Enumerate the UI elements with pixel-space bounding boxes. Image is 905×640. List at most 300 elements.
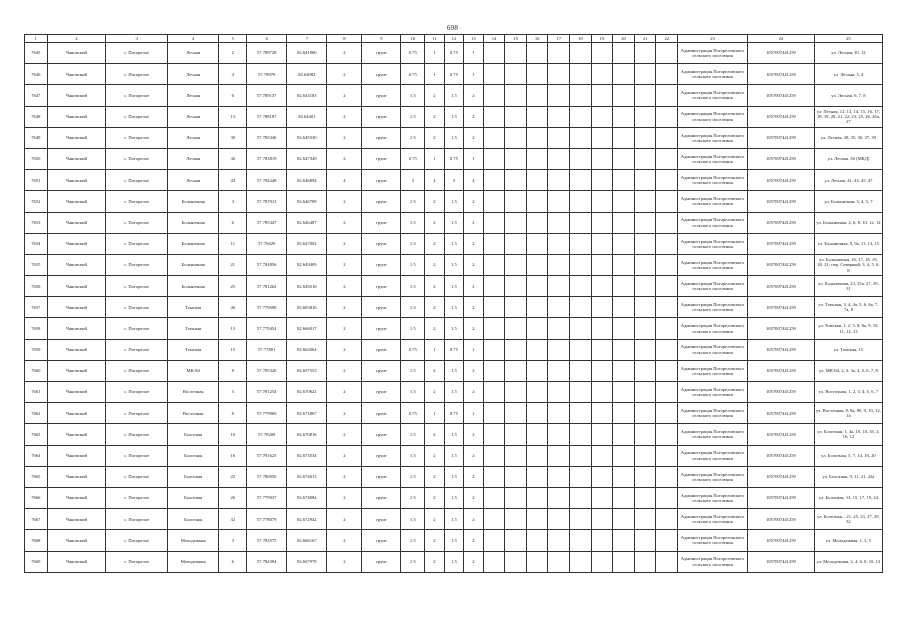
value-cell: 2: [425, 487, 445, 508]
value-cell: 1.5: [401, 466, 425, 487]
value-cell: 1: [464, 64, 484, 85]
village-cell: с. Погорелое: [106, 487, 168, 508]
empty-cell: [483, 403, 505, 424]
village-cell: с. Погорелое: [106, 403, 168, 424]
surface-cell: грунт: [362, 382, 401, 403]
empty-cell: [483, 551, 505, 572]
administration-cell: Администрация Погореловского сельского поселения: [678, 64, 748, 85]
value-cell: 1.5: [401, 233, 425, 254]
value-cell: 1: [464, 148, 484, 169]
value-cell: 1.5: [444, 445, 464, 466]
value-cell: 2: [425, 85, 445, 106]
ogrn-code-cell: 1057007441259: [747, 530, 814, 551]
empty-cell: [526, 360, 548, 381]
empty-cell: [483, 233, 505, 254]
empty-cell: [613, 360, 635, 381]
village-cell: с. Погорелое: [106, 170, 168, 191]
column-number-23: 23: [678, 35, 748, 43]
value-cell: 0.75: [401, 64, 425, 85]
count-cell: 2: [327, 487, 362, 508]
address-cell: ул. Лесная, 28, 35, 36, 37, 39: [814, 127, 882, 148]
empty-cell: [634, 318, 656, 339]
value-cell: 1.5: [401, 487, 425, 508]
surface-cell: грунт: [362, 509, 401, 530]
house-number-cell: 21: [219, 254, 247, 275]
table-row: [25, 85, 883, 106]
value-cell: 0.75: [444, 43, 464, 64]
village-cell: с. Погорелое: [106, 85, 168, 106]
latitude-cell: 57.779937: [247, 487, 287, 508]
surface-cell: грунт: [362, 530, 401, 551]
village-cell: с. Погорелое: [106, 127, 168, 148]
surface-cell: грунт: [362, 360, 401, 381]
value-cell: 1: [425, 43, 445, 64]
value-cell: 2: [425, 106, 445, 127]
value-cell: 1.5: [401, 106, 425, 127]
value-cell: 0.75: [401, 43, 425, 64]
empty-cell: [591, 43, 613, 64]
value-cell: 1.5: [444, 530, 464, 551]
house-number-cell: 32: [219, 509, 247, 530]
value-cell: 2: [425, 382, 445, 403]
table-row: [25, 127, 883, 148]
district-cell: Чановский: [47, 509, 106, 530]
empty-cell: [505, 318, 527, 339]
empty-cell: [613, 43, 635, 64]
ogrn-code-cell: 1057007441259: [747, 276, 814, 297]
value-cell: 2: [425, 509, 445, 530]
empty-cell: [656, 445, 678, 466]
address-cell: ул. Больничная, 2, 6, 8, 10, 12, 14: [814, 212, 882, 233]
empty-cell: [656, 339, 678, 360]
empty-cell: [634, 191, 656, 212]
empty-cell: [483, 106, 505, 127]
empty-cell: [505, 339, 527, 360]
value-cell: 2: [464, 254, 484, 275]
empty-cell: [634, 127, 656, 148]
empty-cell: [591, 339, 613, 360]
administration-cell: Администрация Погореловского сельского поселения: [678, 509, 748, 530]
column-number-22: 22: [656, 35, 678, 43]
empty-cell: [526, 424, 548, 445]
house-number-cell: 26: [219, 487, 247, 508]
street-cell: Больничная: [167, 254, 218, 275]
value-cell: 2: [425, 254, 445, 275]
empty-cell: [505, 170, 527, 191]
empty-cell: [548, 233, 570, 254]
latitude-cell: 57.778079: [247, 509, 287, 530]
address-cell: ул. Томская, 1, 2, 3, 8, 8а, 9, 10, 11, 12, 13: [814, 318, 882, 339]
street-cell: Лесная: [167, 85, 218, 106]
empty-cell: [570, 43, 592, 64]
empty-cell: [526, 148, 548, 169]
village-cell: с. Погорелое: [106, 148, 168, 169]
street-cell: Болотная: [167, 487, 218, 508]
empty-cell: [591, 233, 613, 254]
empty-cell: [591, 297, 613, 318]
empty-cell: [548, 509, 570, 530]
value-cell: 1.5: [401, 254, 425, 275]
empty-cell: [570, 530, 592, 551]
value-cell: 0.75: [401, 403, 425, 424]
latitude-cell: 57.784856: [247, 254, 287, 275]
district-cell: Чановский: [47, 318, 106, 339]
table-row: [25, 254, 883, 275]
value-cell: 0.75: [401, 339, 425, 360]
empty-cell: [656, 191, 678, 212]
value-cell: 1.5: [444, 127, 464, 148]
column-number-2: 2: [47, 35, 106, 43]
ogrn-code-cell: 1057007441259: [747, 127, 814, 148]
surface-cell: грунт: [362, 276, 401, 297]
empty-cell: [656, 530, 678, 551]
empty-cell: [613, 403, 635, 424]
village-cell: с. Погорелое: [106, 276, 168, 297]
longitude-cell: 82.670816: [287, 424, 327, 445]
row-number-cell: 7667: [25, 509, 48, 530]
administration-cell: Администрация Погореловского сельского поселения: [678, 106, 748, 127]
empty-cell: [634, 85, 656, 106]
empty-cell: [505, 297, 527, 318]
administration-cell: Администрация Погореловского сельского поселения: [678, 487, 748, 508]
ogrn-code-cell: 1057007441259: [747, 466, 814, 487]
column-number-14: 14: [483, 35, 505, 43]
row-number-cell: 7663: [25, 424, 48, 445]
district-cell: Чановский: [47, 106, 106, 127]
empty-cell: [613, 339, 635, 360]
empty-cell: [548, 254, 570, 275]
empty-cell: [570, 339, 592, 360]
value-cell: 2: [464, 127, 484, 148]
street-cell: Болотная: [167, 424, 218, 445]
row-number-cell: 7646: [25, 64, 48, 85]
empty-cell: [505, 424, 527, 445]
empty-cell: [591, 106, 613, 127]
value-cell: 1.5: [444, 254, 464, 275]
row-number-cell: 7648: [25, 106, 48, 127]
district-cell: Чановский: [47, 276, 106, 297]
ogrn-code-cell: 1057007441259: [747, 339, 814, 360]
latitude-cell: 57.781254: [247, 382, 287, 403]
column-number-11: 11: [425, 35, 445, 43]
empty-cell: [505, 106, 527, 127]
empty-cell: [570, 106, 592, 127]
row-number-cell: 7647: [25, 85, 48, 106]
empty-cell: [656, 466, 678, 487]
ogrn-code-cell: 1057007441259: [747, 212, 814, 233]
empty-cell: [634, 551, 656, 572]
empty-cell: [570, 382, 592, 403]
table-row: [25, 339, 883, 360]
value-cell: 2: [464, 85, 484, 106]
house-number-cell: 4: [219, 64, 247, 85]
street-cell: Больничная: [167, 191, 218, 212]
empty-cell: [483, 85, 505, 106]
empty-cell: [548, 148, 570, 169]
column-number-12: 12: [444, 35, 464, 43]
district-cell: Чановский: [47, 424, 106, 445]
column-number-13: 13: [464, 35, 484, 43]
value-cell: 2: [425, 233, 445, 254]
count-cell: 2: [327, 403, 362, 424]
empty-cell: [483, 127, 505, 148]
longitude-cell: 82.666017: [287, 318, 327, 339]
empty-cell: [634, 445, 656, 466]
empty-cell: [570, 85, 592, 106]
longitude-cell: 82.64401: [287, 106, 327, 127]
value-cell: 2: [464, 318, 484, 339]
administration-cell: Администрация Погореловского сельского поселения: [678, 127, 748, 148]
value-cell: 1.5: [444, 466, 464, 487]
ogrn-code-cell: 1057007441259: [747, 170, 814, 191]
count-cell: 2: [327, 276, 362, 297]
district-cell: Чановский: [47, 148, 106, 169]
empty-cell: [570, 403, 592, 424]
value-cell: 3: [401, 170, 425, 191]
empty-cell: [483, 254, 505, 275]
count-cell: 2: [327, 445, 362, 466]
latitude-cell: 57.789137: [247, 85, 287, 106]
empty-cell: [613, 382, 635, 403]
house-number-cell: 13: [219, 106, 247, 127]
column-number-15: 15: [505, 35, 527, 43]
surface-cell: грунт: [362, 318, 401, 339]
latitude-cell: 57.788187: [247, 106, 287, 127]
value-cell: 2: [464, 191, 484, 212]
empty-cell: [570, 424, 592, 445]
empty-cell: [548, 212, 570, 233]
value-cell: 1.5: [444, 106, 464, 127]
empty-cell: [570, 487, 592, 508]
empty-cell: [483, 148, 505, 169]
column-number-17: 17: [548, 35, 570, 43]
empty-cell: [634, 233, 656, 254]
count-cell: 2: [327, 297, 362, 318]
value-cell: 1.5: [444, 233, 464, 254]
value-cell: 2: [464, 445, 484, 466]
surface-cell: грунт: [362, 191, 401, 212]
value-cell: 1: [425, 148, 445, 169]
row-number-cell: 7652: [25, 191, 48, 212]
value-cell: 1.5: [401, 424, 425, 445]
empty-cell: [656, 487, 678, 508]
house-number-cell: 30: [219, 127, 247, 148]
empty-cell: [613, 445, 635, 466]
address-cell: ул. Больничная, 9, 9а, 11, 13, 15: [814, 233, 882, 254]
latitude-cell: 57.783819: [247, 148, 287, 169]
house-number-cell: 8: [219, 360, 247, 381]
ogrn-code-cell: 1057007441259: [747, 424, 814, 445]
count-cell: 2: [327, 212, 362, 233]
empty-cell: [526, 43, 548, 64]
empty-cell: [526, 276, 548, 297]
administration-cell: Администрация Погореловского сельского поселения: [678, 445, 748, 466]
empty-cell: [548, 424, 570, 445]
latitude-cell: 57.784248: [247, 170, 287, 191]
address-cell: ул. Больничная, 23, 25а, 27, 29, 31: [814, 276, 882, 297]
address-cell: ул. Лесная, 36 (МКД): [814, 148, 882, 169]
table-row: [25, 106, 883, 127]
row-number-cell: 7649: [25, 127, 48, 148]
empty-cell: [548, 43, 570, 64]
surface-cell: грунт: [362, 85, 401, 106]
longitude-cell: 82.645530: [287, 127, 327, 148]
column-number-9: 9: [362, 35, 401, 43]
empty-cell: [634, 254, 656, 275]
empty-cell: [548, 382, 570, 403]
empty-cell: [591, 487, 613, 508]
table-row: [25, 233, 883, 254]
administration-cell: Администрация Погореловского сельского поселения: [678, 297, 748, 318]
district-cell: Чановский: [47, 170, 106, 191]
table-row: [25, 487, 883, 508]
house-number-cell: 22: [219, 466, 247, 487]
empty-cell: [613, 148, 635, 169]
street-cell: Больничная: [167, 276, 218, 297]
street-cell: МК-84: [167, 360, 218, 381]
empty-cell: [634, 382, 656, 403]
empty-cell: [570, 254, 592, 275]
empty-cell: [505, 127, 527, 148]
empty-cell: [526, 509, 548, 530]
house-number-cell: 3: [219, 382, 247, 403]
empty-cell: [526, 170, 548, 191]
row-number-cell: 7668: [25, 530, 48, 551]
count-cell: 2: [327, 318, 362, 339]
house-number-cell: 6: [219, 551, 247, 572]
empty-cell: [548, 297, 570, 318]
table-row: [25, 360, 883, 381]
address-cell: ул. Молодежная, 1, 3, 5: [814, 530, 882, 551]
empty-cell: [505, 64, 527, 85]
house-number-cell: 10: [219, 424, 247, 445]
empty-cell: [634, 43, 656, 64]
row-number-cell: 7659: [25, 339, 48, 360]
street-cell: Лесная: [167, 148, 218, 169]
value-cell: 2: [425, 466, 445, 487]
empty-cell: [483, 466, 505, 487]
empty-cell: [591, 254, 613, 275]
table-row: [25, 297, 883, 318]
empty-cell: [526, 551, 548, 572]
count-cell: 2: [327, 64, 362, 85]
empty-cell: [656, 424, 678, 445]
village-cell: с. Погорелое: [106, 382, 168, 403]
district-cell: Чановский: [47, 466, 106, 487]
empty-cell: [548, 85, 570, 106]
empty-cell: [505, 191, 527, 212]
empty-cell: [548, 276, 570, 297]
empty-cell: [656, 403, 678, 424]
empty-cell: [656, 212, 678, 233]
address-cell: ул. Лесная, 41, 43, 45, 47: [814, 170, 882, 191]
empty-cell: [570, 148, 592, 169]
address-cell: ул. Молодежная, 2, 4, 6, 8, 10, 12: [814, 551, 882, 572]
empty-cell: [591, 445, 613, 466]
district-cell: Чановский: [47, 233, 106, 254]
empty-cell: [483, 276, 505, 297]
value-cell: 2: [425, 445, 445, 466]
longitude-cell: 82.64082: [287, 64, 327, 85]
value-cell: 0.75: [444, 403, 464, 424]
empty-cell: [505, 403, 527, 424]
empty-cell: [613, 191, 635, 212]
ogrn-code-cell: 1057007441259: [747, 360, 814, 381]
empty-cell: [483, 382, 505, 403]
column-number-19: 19: [591, 35, 613, 43]
table-row: [25, 551, 883, 572]
empty-cell: [548, 191, 570, 212]
empty-cell: [591, 212, 613, 233]
empty-cell: [634, 170, 656, 191]
empty-cell: [634, 64, 656, 85]
empty-cell: [591, 382, 613, 403]
empty-cell: [656, 297, 678, 318]
value-cell: 0.75: [401, 148, 425, 169]
empty-cell: [570, 276, 592, 297]
row-number-cell: 7653: [25, 212, 48, 233]
street-cell: Лесная: [167, 43, 218, 64]
village-cell: с. Погорелое: [106, 297, 168, 318]
address-cell: ул. Болотная, 9, 11, 21, 22а: [814, 466, 882, 487]
empty-cell: [483, 170, 505, 191]
address-cell: ул. Восточная, 8, 8а, 8б, 9, 10, 12, 14: [814, 403, 882, 424]
empty-cell: [526, 212, 548, 233]
count-cell: 2: [327, 424, 362, 445]
village-cell: с. Погорелое: [106, 339, 168, 360]
district-cell: Чановский: [47, 339, 106, 360]
count-cell: 2: [327, 509, 362, 530]
street-cell: Болотная: [167, 509, 218, 530]
village-cell: с. Погорелое: [106, 254, 168, 275]
surface-cell: грунт: [362, 43, 401, 64]
address-cell: ул. Болотная, 13, 15, 17, 19, 24: [814, 487, 882, 508]
district-cell: Чановский: [47, 297, 106, 318]
empty-cell: [656, 233, 678, 254]
ogrn-code-cell: 1057007441259: [747, 233, 814, 254]
empty-cell: [505, 85, 527, 106]
value-cell: 1.5: [401, 382, 425, 403]
value-cell: 1.5: [401, 360, 425, 381]
address-cell: ул. Лесная, 12, 13, 14, 15, 16, 17, 18, 19, 20, 21, 22, 23, 25, 26, 26а, 27: [814, 106, 882, 127]
value-cell: 2: [425, 297, 445, 318]
table-row: [25, 530, 883, 551]
house-number-cell: 11: [219, 233, 247, 254]
value-cell: 1.5: [401, 85, 425, 106]
ogrn-code-cell: 1057007441259: [747, 487, 814, 508]
empty-cell: [505, 43, 527, 64]
empty-cell: [483, 64, 505, 85]
empty-cell: [548, 487, 570, 508]
value-cell: 2: [464, 106, 484, 127]
empty-cell: [634, 297, 656, 318]
table-row: [25, 276, 883, 297]
empty-cell: [548, 64, 570, 85]
table-row: [25, 64, 883, 85]
administration-cell: Администрация Погореловского сельского поселения: [678, 276, 748, 297]
empty-cell: [526, 445, 548, 466]
street-cell: Лесная: [167, 106, 218, 127]
empty-cell: [591, 509, 613, 530]
column-number-row: [25, 35, 883, 43]
street-cell: Молодежная: [167, 530, 218, 551]
ogrn-code-cell: 1057007441259: [747, 382, 814, 403]
street-cell: Лесная: [167, 127, 218, 148]
empty-cell: [613, 212, 635, 233]
address-cell: ул. Восточная, 1, 2, 3, 4, 5, 6, 7: [814, 382, 882, 403]
empty-cell: [591, 276, 613, 297]
surface-cell: грунт: [362, 297, 401, 318]
